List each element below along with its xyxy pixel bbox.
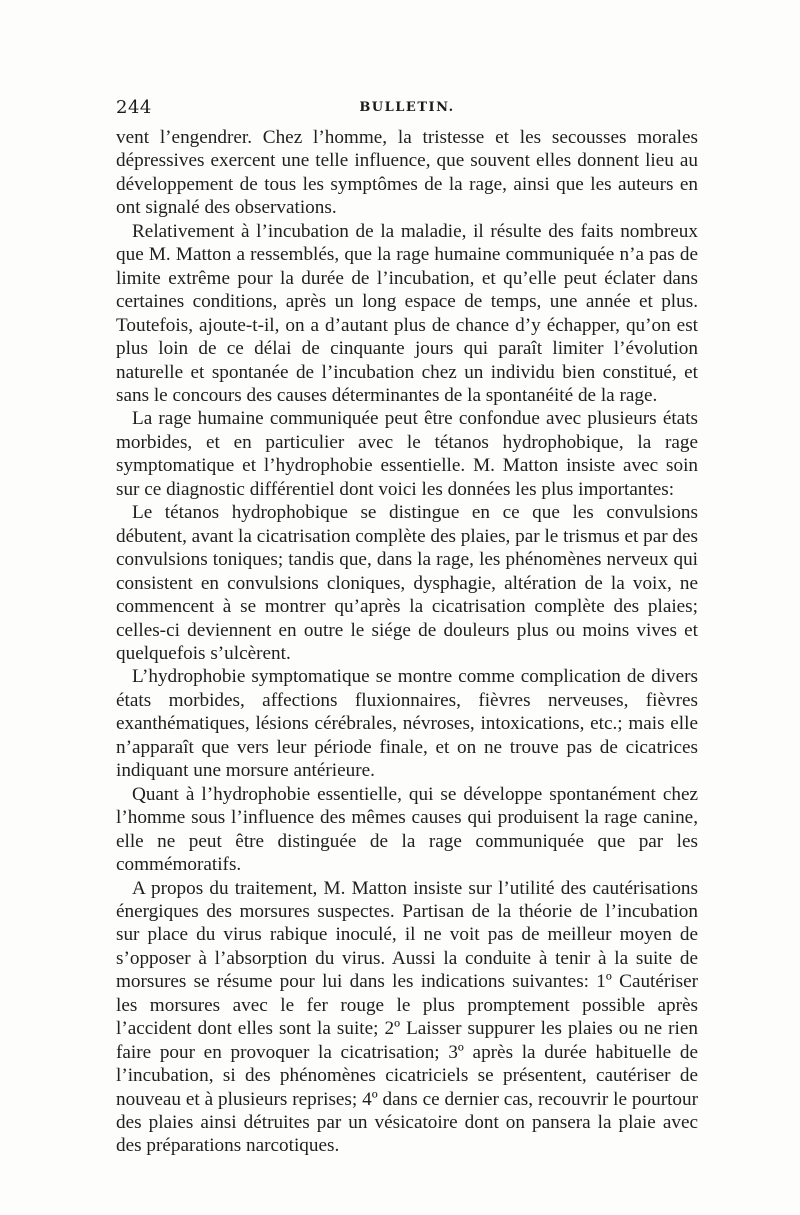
paragraph-hydrophobie-symptomatique: L’hydrophobie symptomatique se montre comme complication de divers états morbides, affections fluxionnaires, fièvres nerveuses, fièvres exanthématiques, lésions cérébrales, névroses, intoxications, etc.; mais elle n’apparaît que vers leur période finale, et on ne trouve pas de cicatrices indiquant une morsure antérieure. [116, 666, 698, 782]
paragraph-incubation: Relativement à l’incubation de la maladie, il résulte des faits nombreux que M. Matton a ressemblés, que la rage humaine communiquée n’a pas de limite extrême pour la durée de l’incubation, et qu’elle peut éclater dans certaines conditions, après un long espace de temps, une année et plus. Toutefois, ajoute-t-il, on a d’autant plus de chance d’y échapper, qu’on est plus loin de ce délai de cinquante jours qui paraît limiter l’évolution naturelle et spontanée de l’incubation chez un individu bien constitué, et sans le concours des causes déterminantes de la spontanéité de la rage. [116, 220, 698, 406]
paragraph-continued: vent l’engendrer. Chez l’homme, la tristesse et les secousses morales dépressives exercent une telle influence, que souvent elles donnent lieu au développement de tous les symptômes de la rage, ainsi que les auteurs en ont signalé des observations. [116, 127, 698, 219]
paragraph-diagnosis: La rage humaine communiquée peut être confondue avec plusieurs états morbides, et en particulier avec le tétanos hydrophobique, la rage symptomatique et l’hydrophobie essentielle. M. Matton insiste avec soin sur ce diagnostic différentiel dont voici les données les plus importantes: [116, 408, 698, 500]
paragraph-tetanos: Le tétanos hydrophobique se distingue en ce que les convulsions débutent, avant la cicatrisation complète des plaies, par le trismus et par des convulsions toniques; tandis que, dans la rage, les phénomènes nerveux qui consistent en convulsions cloniques, dysphagie, altération de la voix, ne commencent à se montrer qu’après la cicatrisation complète des plaies; celles-ci deviennent en outre le siége de douleurs plus ou moins vives et quelquefois s’ulcèrent. [116, 502, 698, 664]
paragraph-hydrophobie-essentielle: Quant à l’hydrophobie essentielle, qui se développe spontanément chez l’homme sous l’influence des mêmes causes qui produisent la rage canine, elle ne peut être distinguée de la rage communiquée que par les commémoratifs. [116, 783, 698, 876]
running-title: BULLETIN. [359, 100, 455, 115]
body-text [116, 126, 698, 1158]
page-number: 244 [116, 97, 152, 118]
page-header [116, 97, 698, 123]
paragraph-traitement: A propos du traitement, M. Matton insiste sur l’utilité des cautérisations énergiques des morsures suspectes. Partisan de la théorie de l’incubation sur place du virus rabique inoculé, il ne voit pas de meilleur moyen de s’opposer à l’absorption du virus. Aussi la conduite à tenir à la suite de morsures se résume pour lui dans les indications suivantes: 1º Cautériser les morsures avec le fer rouge le plus promptement possible après l’accident dont elles sont la suite; 2º Laisser suppurer les plaies ou ne rien faire pour en provoquer la cicatrisation; 3º après la durée habituelle de l’incubation, si des phénomènes cicatriciels se présentent, cautériser de nouveau et à plusieurs reprises; 4º dans ce dernier cas, recouvrir le pourtour des plaies ainsi détruites par un vésicatoire dont on pansera la plaie avec des préparations narcotiques. [116, 877, 698, 1157]
